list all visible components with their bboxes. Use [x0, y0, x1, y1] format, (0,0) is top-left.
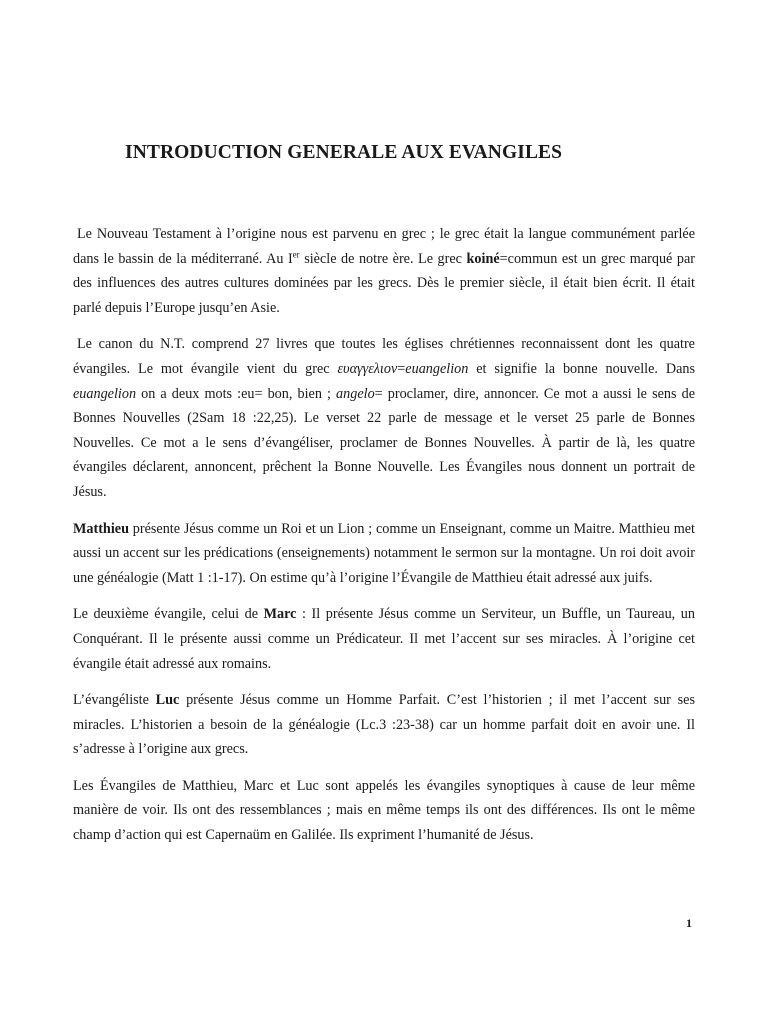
p2-italic-angelo: angelo — [336, 385, 375, 402]
p3-bold-matthieu: Matthieu — [73, 520, 129, 537]
p4-bold-marc: Marc — [263, 606, 297, 623]
p2-text-a: Le canon du N.T. comprend 27 livres que toutes les églises chrétiennes reconnaissent dont les quatre évangiles. Le mot évangile vient du grec — [73, 336, 695, 377]
document-body — [73, 222, 695, 860]
p2-italic-euangelion-2: euangelion — [73, 385, 137, 402]
paragraph-luc — [73, 688, 695, 762]
p5-text-b: présente Jésus comme un Homme Parfait. C’est l’historien ; il met l’accent sur ses miracles. L’historien a besoin de la généalogie (Lc.3 :23-38) car un homme parfait doit en avoir une. Il s’adresse à l’origine aux grecs. — [73, 692, 695, 758]
p2-italic-euangelion: euangelion — [405, 360, 469, 377]
p1-superscript: er — [292, 248, 300, 259]
p3-text-a: présente Jésus comme un Roi et un Lion ; comme un Enseignant, comme un Maitre. Matthieu met aussi un accent sur les prédications (enseignements) notamment le sermon sur la montagne. Un roi doit avoir une généalogie (Matt 1 :1-17). On estime qu’à l’origine l’Évangile de Matthieu était adressé aux juifs. — [73, 520, 695, 586]
p2-equals: = — [397, 360, 406, 377]
paragraph-canon — [73, 332, 695, 504]
page-title: INTRODUCTION GENERALE AUX EVANGILES — [125, 142, 563, 163]
p2-text-c: on a deux mots :eu= bon, bien ; — [136, 385, 337, 402]
paragraph-marc — [73, 602, 695, 676]
p4-text-a: Le deuxième évangile, celui de — [73, 606, 264, 623]
paragraph-matthieu — [73, 517, 695, 591]
p1-text-b: siècle de notre ère. Le grec — [299, 250, 467, 267]
p1-bold-koine: koiné — [466, 250, 500, 267]
p5-text-a: L’évangéliste — [73, 692, 156, 709]
p2-greek-word: ευαγγελιον — [337, 360, 398, 377]
p1-text-a: Le Nouveau Testament à l’origine nous est parvenu en grec ; le grec était la langue communément parlée dans le bassin de la méditerrané. Au I — [73, 226, 695, 267]
p1-text-c: =commun est un grec marqué par des influences des autres cultures dominées par les grecs. Dès le premier siècle, il était bien écrit. Il était parlé depuis l’Europe jusqu’en Asie. — [73, 250, 695, 316]
p2-text-b: et signifie la bonne nouvelle. Dans — [468, 360, 695, 377]
p4-text-b: : Il présente Jésus comme un Serviteur, un Buffle, un Taureau, un Conquérant. Il le présente aussi comme un Prédicateur. Il met l’accent sur ses miracles. À l’origine cet évangile était adressé aux romains. — [73, 606, 695, 672]
paragraph-synoptiques — [73, 774, 695, 848]
p2-text-d: = proclamer, dire, annoncer. Ce mot a aussi le sens de Bonnes Nouvelles (2Sam 18 :22,25). Le verset 22 parle de message et le verset 25 parle de Bonnes Nouvelles. Ce mot a le sens d’évangéliser, proclamer de Bonnes Nouvelles. À partir de là, les quatre évangiles déclarent, annoncent, prêchent la Bonne Nouvelle. Les Évangiles nous donnent un portrait de Jésus. — [73, 385, 695, 500]
p5-bold-luc: Luc — [155, 692, 180, 709]
p6-text-a: Les Évangiles de Matthieu, Marc et Luc sont appelés les évangiles synoptiques à cause de leur même manière de voir. Ils ont des ressemblances ; mais en même temps ils ont des différences. Ils ont le même champ d’action qui est Capernaüm en Galilée. Ils expriment l’humanité de Jésus. — [73, 777, 695, 844]
page-number: 1 — [686, 916, 692, 930]
paragraph-koine — [73, 222, 695, 320]
